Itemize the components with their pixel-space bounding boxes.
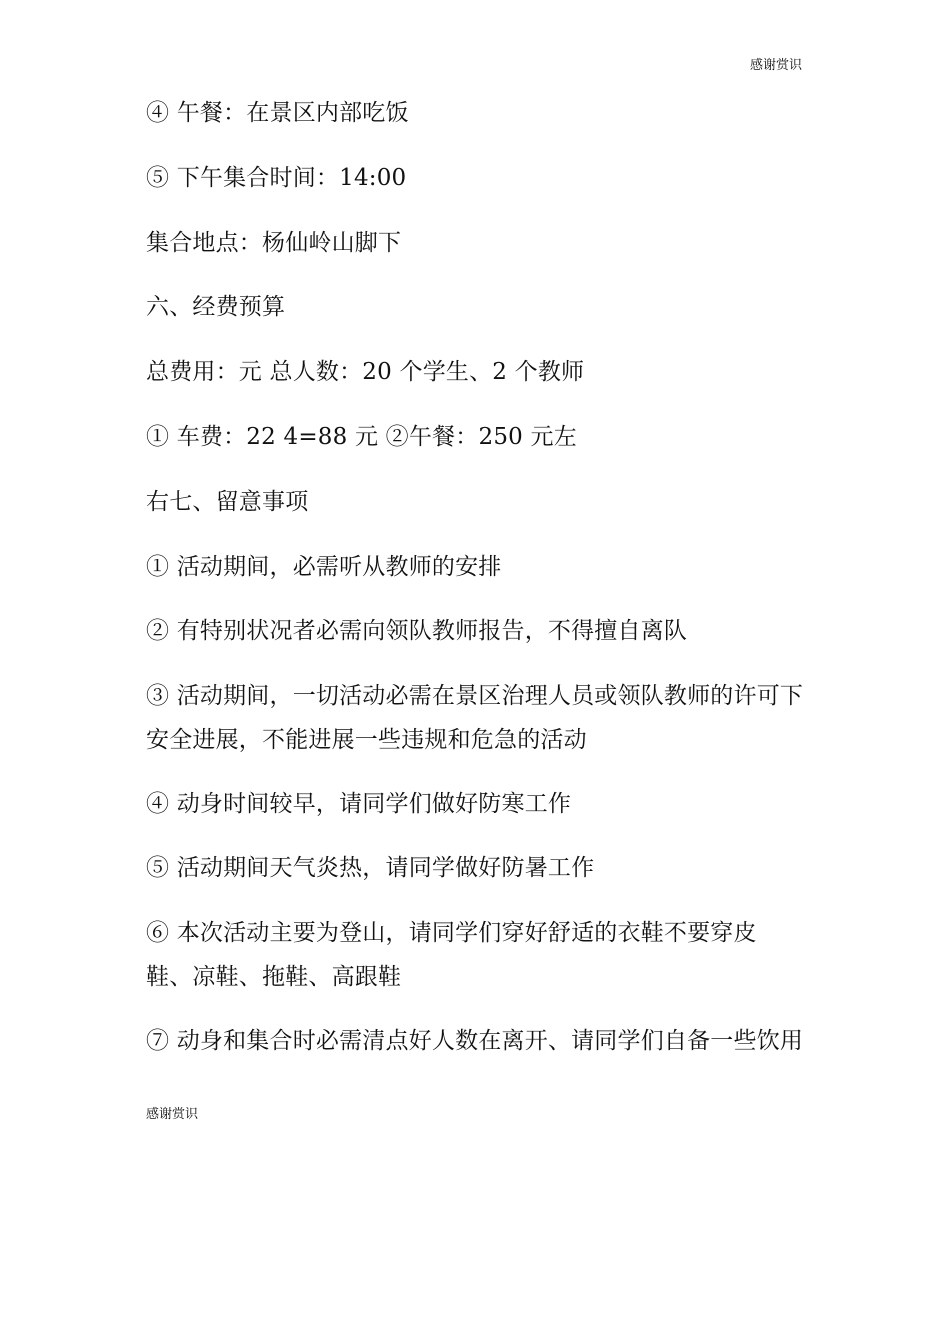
- text-line-note-7: ⑦ 动身和集合时必需清点好人数在离开、请同学们自备一些饮用: [146, 1028, 804, 1054]
- text-line-meeting-place: 集合地点：杨仙岭山脚下: [146, 230, 402, 256]
- text-line-note-3-cont: 安全进展，不能进展一些违规和危急的活动: [146, 727, 587, 753]
- section-heading-notes: 右七、留意事项: [146, 489, 309, 515]
- text-line-lunch: ④ 午餐：在景区内部吃饭: [146, 100, 409, 126]
- text-line-total-cost: 总费用：元 总人数：20 个学生、2 个教师: [146, 359, 585, 385]
- header-note: 感谢赏识: [750, 58, 803, 73]
- text-line-note-2: ② 有特别状况者必需向领队教师报告，不得擅自离队: [146, 618, 688, 644]
- text-line-cost-breakdown: ① 车费：22 4=88 元 ②午餐：250 元左: [146, 424, 577, 450]
- footer-note: 感谢赏识: [146, 1107, 199, 1122]
- text-line-note-4: ④ 动身时间较早，请同学们做好防寒工作: [146, 791, 572, 817]
- text-line-note-6-cont: 鞋、凉鞋、拖鞋、高跟鞋: [146, 964, 402, 990]
- text-line-note-3: ③ 活动期间，一切活动必需在景区治理人员或领队教师的许可下: [146, 683, 804, 709]
- text-line-note-5: ⑤ 活动期间天气炎热，请同学做好防暑工作: [146, 855, 595, 881]
- text-line-afternoon-time: ⑤ 下午集合时间：14:00: [146, 165, 407, 191]
- text-line-note-6: ⑥ 本次活动主要为登山，请同学们穿好舒适的衣鞋不要穿皮: [146, 920, 757, 946]
- section-heading-budget: 六、经费预算: [146, 294, 286, 320]
- text-line-note-1: ① 活动期间，必需听从教师的安排: [146, 554, 502, 580]
